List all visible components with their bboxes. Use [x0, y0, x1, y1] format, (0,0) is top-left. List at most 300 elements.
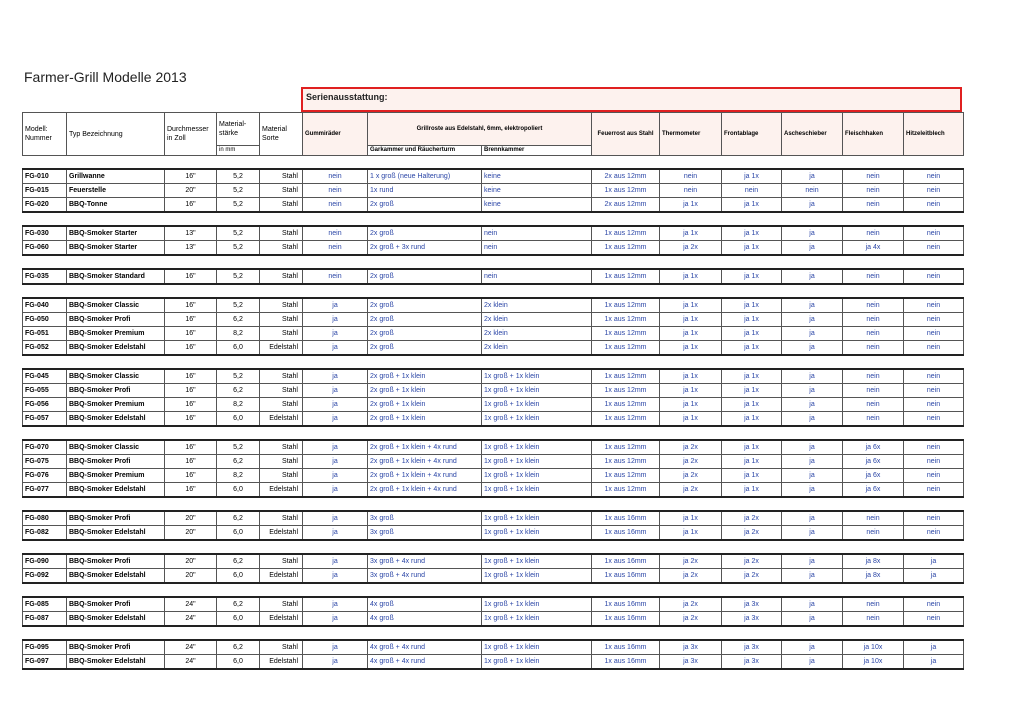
header-thermometer: Thermometer [660, 113, 722, 156]
cell-feuerrost: 1x aus 16mm [592, 612, 660, 627]
cell-frontablage: ja 1x [722, 455, 782, 469]
cell-typ: BBQ-Smoker Profi [67, 455, 165, 469]
cell-sorte: Stahl [260, 298, 303, 313]
cell-feuerrost: 1x aus 12mm [592, 298, 660, 313]
cell-gummiraeder: nein [303, 226, 368, 241]
page-title: Farmer-Grill Modelle 2013 [24, 69, 187, 85]
cell-feuerrost: 1x aus 12mm [592, 369, 660, 384]
table-row [23, 241, 964, 256]
header-grillroste: Grillroste aus Edelstahl, 6mm, elektropoliert [368, 113, 592, 146]
cell-thermometer: ja 2x [660, 469, 722, 483]
cell-frontablage: ja 1x [722, 369, 782, 384]
cell-modell: FG-051 [23, 327, 67, 341]
table-row [23, 169, 964, 184]
cell-hitzeleitblech: nein [904, 597, 964, 612]
cell-durchmesser: 16" [165, 440, 217, 455]
cell-typ: BBQ-Smoker Starter [67, 241, 165, 256]
cell-garkammer: 2x groß + 1x klein + 4x rund [368, 469, 482, 483]
cell-durchmesser: 24" [165, 597, 217, 612]
cell-frontablage: ja 1x [722, 298, 782, 313]
cell-sorte: Stahl [260, 241, 303, 256]
cell-garkammer: 3x groß + 4x rund [368, 569, 482, 584]
cell-typ: BBQ-Smoker Standard [67, 269, 165, 284]
cell-thermometer: ja 1x [660, 313, 722, 327]
cell-sorte: Stahl [260, 597, 303, 612]
cell-hitzeleitblech: ja [904, 554, 964, 569]
cell-fleischhaken: nein [843, 369, 904, 384]
cell-hitzeleitblech: nein [904, 226, 964, 241]
cell-thermometer: ja 1x [660, 412, 722, 427]
cell-hitzeleitblech: nein [904, 198, 964, 213]
cell-brennkammer: 1x groß + 1x klein [482, 440, 592, 455]
group-spacer [23, 583, 964, 597]
cell-hitzeleitblech: nein [904, 440, 964, 455]
cell-gummiraeder: ja [303, 469, 368, 483]
cell-brennkammer: 1x groß + 1x klein [482, 398, 592, 412]
cell-thermometer: ja 2x [660, 612, 722, 627]
cell-modell: FG-045 [23, 369, 67, 384]
cell-frontablage: ja 1x [722, 169, 782, 184]
header-durchmesser: Durchmesser in Zoll [165, 113, 217, 156]
cell-fleischhaken: nein [843, 511, 904, 526]
cell-modell: FG-060 [23, 241, 67, 256]
header-row [23, 113, 964, 146]
spacer-cell [23, 426, 964, 440]
spacer-cell [23, 284, 964, 298]
cell-hitzeleitblech: nein [904, 327, 964, 341]
cell-ascheschieber: ja [782, 198, 843, 213]
group-spacer [23, 540, 964, 554]
header-materialsorte: Material Sorte [260, 113, 303, 156]
cell-fleischhaken: nein [843, 327, 904, 341]
cell-brennkammer: 1x groß + 1x klein [482, 455, 592, 469]
cell-hitzeleitblech: nein [904, 298, 964, 313]
table-row [23, 455, 964, 469]
cell-durchmesser: 20" [165, 569, 217, 584]
cell-fleischhaken: nein [843, 313, 904, 327]
cell-sorte: Stahl [260, 313, 303, 327]
cell-staerke: 6,2 [217, 455, 260, 469]
cell-gummiraeder: ja [303, 612, 368, 627]
table-row [23, 597, 964, 612]
cell-feuerrost: 1x aus 16mm [592, 554, 660, 569]
table-row [23, 640, 964, 655]
cell-fleischhaken: nein [843, 184, 904, 198]
cell-staerke: 6,0 [217, 341, 260, 356]
cell-frontablage: ja 2x [722, 554, 782, 569]
cell-fleischhaken: nein [843, 612, 904, 627]
cell-brennkammer: keine [482, 169, 592, 184]
cell-typ: BBQ-Smoker Edelstahl [67, 526, 165, 541]
cell-typ: BBQ-Smoker Premium [67, 469, 165, 483]
cell-durchmesser: 24" [165, 612, 217, 627]
cell-gummiraeder: ja [303, 369, 368, 384]
cell-brennkammer: nein [482, 226, 592, 241]
cell-sorte: Stahl [260, 269, 303, 284]
cell-sorte: Stahl [260, 554, 303, 569]
cell-feuerrost: 2x aus 12mm [592, 198, 660, 213]
cell-frontablage: ja 1x [722, 313, 782, 327]
cell-staerke: 5,2 [217, 241, 260, 256]
cell-staerke: 6,0 [217, 612, 260, 627]
table-row [23, 269, 964, 284]
serienausstattung-label: Serienausstattung: [306, 92, 388, 102]
group-spacer [23, 156, 964, 170]
cell-typ: BBQ-Smoker Edelstahl [67, 655, 165, 670]
cell-fleischhaken: nein [843, 384, 904, 398]
header-frontablage: Frontablage [722, 113, 782, 156]
cell-hitzeleitblech: nein [904, 612, 964, 627]
cell-staerke: 6,0 [217, 483, 260, 498]
cell-brennkammer: 1x groß + 1x klein [482, 511, 592, 526]
cell-ascheschieber: ja [782, 640, 843, 655]
cell-typ: BBQ-Smoker Premium [67, 327, 165, 341]
table-row [23, 198, 964, 213]
cell-durchmesser: 16" [165, 327, 217, 341]
cell-hitzeleitblech: nein [904, 169, 964, 184]
cell-gummiraeder: ja [303, 341, 368, 356]
cell-garkammer: 2x groß + 1x klein [368, 384, 482, 398]
cell-durchmesser: 16" [165, 313, 217, 327]
cell-staerke: 8,2 [217, 327, 260, 341]
cell-sorte: Edelstahl [260, 483, 303, 498]
table-row [23, 569, 964, 584]
cell-feuerrost: 1x aus 12mm [592, 384, 660, 398]
group-spacer [23, 626, 964, 640]
cell-modell: FG-090 [23, 554, 67, 569]
cell-frontablage: ja 2x [722, 526, 782, 541]
cell-frontablage: ja 1x [722, 398, 782, 412]
cell-garkammer: 3x groß [368, 526, 482, 541]
cell-thermometer: ja 1x [660, 398, 722, 412]
cell-modell: FG-070 [23, 440, 67, 455]
table-row [23, 655, 964, 670]
cell-brennkammer: 1x groß + 1x klein [482, 554, 592, 569]
cell-garkammer: 2x groß [368, 198, 482, 213]
cell-durchmesser: 16" [165, 369, 217, 384]
cell-staerke: 5,2 [217, 226, 260, 241]
table-row [23, 384, 964, 398]
cell-typ: BBQ-Smoker Classic [67, 440, 165, 455]
cell-thermometer: ja 1x [660, 369, 722, 384]
cell-fleischhaken: ja 10x [843, 640, 904, 655]
cell-ascheschieber: ja [782, 313, 843, 327]
cell-feuerrost: 1x aus 12mm [592, 398, 660, 412]
header-in-mm: in mm [217, 146, 260, 156]
cell-brennkammer: keine [482, 198, 592, 213]
cell-fleischhaken: ja 4x [843, 241, 904, 256]
cell-brennkammer: 1x groß + 1x klein [482, 526, 592, 541]
cell-staerke: 6,2 [217, 640, 260, 655]
cell-brennkammer: 2x klein [482, 298, 592, 313]
cell-ascheschieber: ja [782, 655, 843, 670]
cell-ascheschieber: ja [782, 511, 843, 526]
cell-garkammer: 2x groß + 1x klein [368, 398, 482, 412]
cell-typ: BBQ-Smoker Edelstahl [67, 483, 165, 498]
table-row [23, 554, 964, 569]
cell-thermometer: ja 3x [660, 640, 722, 655]
cell-modell: FG-035 [23, 269, 67, 284]
cell-staerke: 5,2 [217, 298, 260, 313]
cell-ascheschieber: ja [782, 483, 843, 498]
cell-sorte: Edelstahl [260, 569, 303, 584]
cell-thermometer: ja 1x [660, 226, 722, 241]
table-row [23, 369, 964, 384]
cell-feuerrost: 1x aus 12mm [592, 269, 660, 284]
cell-thermometer: ja 3x [660, 655, 722, 670]
cell-hitzeleitblech: nein [904, 455, 964, 469]
cell-staerke: 5,2 [217, 169, 260, 184]
spreadsheet [22, 112, 963, 670]
cell-durchmesser: 16" [165, 384, 217, 398]
cell-feuerrost: 1x aus 12mm [592, 226, 660, 241]
cell-brennkammer: 1x groß + 1x klein [482, 655, 592, 670]
cell-durchmesser: 16" [165, 412, 217, 427]
cell-modell: FG-075 [23, 455, 67, 469]
cell-brennkammer: nein [482, 269, 592, 284]
table-row [23, 526, 964, 541]
cell-modell: FG-057 [23, 412, 67, 427]
cell-thermometer: ja 1x [660, 269, 722, 284]
cell-brennkammer: 1x groß + 1x klein [482, 483, 592, 498]
cell-brennkammer: nein [482, 241, 592, 256]
cell-modell: FG-010 [23, 169, 67, 184]
table-row [23, 313, 964, 327]
cell-sorte: Stahl [260, 184, 303, 198]
spacer-cell [23, 626, 964, 640]
cell-hitzeleitblech: nein [904, 269, 964, 284]
cell-hitzeleitblech: ja [904, 655, 964, 670]
cell-gummiraeder: ja [303, 384, 368, 398]
cell-brennkammer: 1x groß + 1x klein [482, 640, 592, 655]
cell-feuerrost: 1x aus 12mm [592, 483, 660, 498]
cell-thermometer: ja 2x [660, 569, 722, 584]
cell-frontablage: ja 1x [722, 412, 782, 427]
cell-durchmesser: 16" [165, 469, 217, 483]
cell-staerke: 8,2 [217, 469, 260, 483]
cell-hitzeleitblech: nein [904, 241, 964, 256]
cell-feuerrost: 1x aus 12mm [592, 412, 660, 427]
cell-garkammer: 2x groß [368, 226, 482, 241]
table-row [23, 398, 964, 412]
cell-frontablage: ja 2x [722, 511, 782, 526]
cell-ascheschieber: ja [782, 369, 843, 384]
cell-thermometer: ja 1x [660, 298, 722, 313]
cell-typ: Grillwanne [67, 169, 165, 184]
cell-typ: BBQ-Smoker Profi [67, 597, 165, 612]
cell-garkammer: 2x groß + 1x klein + 4x rund [368, 483, 482, 498]
spacer-cell [23, 355, 964, 369]
cell-garkammer: 2x groß + 1x klein + 4x rund [368, 440, 482, 455]
cell-fleischhaken: nein [843, 269, 904, 284]
cell-staerke: 6,2 [217, 511, 260, 526]
cell-typ: BBQ-Smoker Edelstahl [67, 612, 165, 627]
cell-sorte: Edelstahl [260, 412, 303, 427]
cell-durchmesser: 16" [165, 398, 217, 412]
cell-brennkammer: 1x groß + 1x klein [482, 597, 592, 612]
cell-typ: BBQ-Smoker Profi [67, 554, 165, 569]
group-spacer [23, 284, 964, 298]
table-row [23, 341, 964, 356]
cell-ascheschieber: ja [782, 455, 843, 469]
cell-ascheschieber: nein [782, 184, 843, 198]
group-spacer [23, 497, 964, 511]
cell-staerke: 5,2 [217, 369, 260, 384]
cell-modell: FG-052 [23, 341, 67, 356]
cell-feuerrost: 1x aus 12mm [592, 241, 660, 256]
cell-thermometer: ja 1x [660, 384, 722, 398]
cell-modell: FG-030 [23, 226, 67, 241]
cell-feuerrost: 2x aus 12mm [592, 169, 660, 184]
cell-fleischhaken: ja 6x [843, 440, 904, 455]
cell-garkammer: 2x groß + 1x klein [368, 369, 482, 384]
cell-sorte: Edelstahl [260, 612, 303, 627]
spacer-cell [23, 497, 964, 511]
cell-ascheschieber: ja [782, 440, 843, 455]
cell-hitzeleitblech: nein [904, 398, 964, 412]
cell-staerke: 6,0 [217, 412, 260, 427]
spacer-cell [23, 540, 964, 554]
table-row [23, 440, 964, 455]
cell-modell: FG-082 [23, 526, 67, 541]
cell-gummiraeder: nein [303, 241, 368, 256]
cell-fleischhaken: ja 6x [843, 455, 904, 469]
cell-staerke: 6,2 [217, 384, 260, 398]
cell-ascheschieber: ja [782, 597, 843, 612]
cell-frontablage: ja 1x [722, 241, 782, 256]
cell-garkammer: 4x groß + 4x rund [368, 640, 482, 655]
cell-garkammer: 2x groß [368, 313, 482, 327]
cell-feuerrost: 1x aus 12mm [592, 313, 660, 327]
cell-staerke: 5,2 [217, 440, 260, 455]
cell-gummiraeder: ja [303, 569, 368, 584]
cell-modell: FG-097 [23, 655, 67, 670]
cell-thermometer: ja 2x [660, 440, 722, 455]
cell-gummiraeder: ja [303, 298, 368, 313]
spacer-cell [23, 156, 964, 170]
cell-gummiraeder: ja [303, 597, 368, 612]
cell-feuerrost: 1x aus 16mm [592, 640, 660, 655]
spacer-cell [23, 212, 964, 226]
cell-hitzeleitblech: nein [904, 384, 964, 398]
cell-brennkammer: 2x klein [482, 327, 592, 341]
cell-frontablage: ja 2x [722, 569, 782, 584]
cell-typ: BBQ-Smoker Edelstahl [67, 412, 165, 427]
header-brennkammer: Brennkammer [482, 146, 592, 156]
cell-gummiraeder: ja [303, 440, 368, 455]
cell-modell: FG-092 [23, 569, 67, 584]
cell-gummiraeder: ja [303, 483, 368, 498]
header-modell: Modell: Nummer [23, 113, 67, 156]
spacer-cell [23, 583, 964, 597]
table-row [23, 412, 964, 427]
cell-staerke: 6,0 [217, 526, 260, 541]
cell-sorte: Stahl [260, 327, 303, 341]
cell-typ: BBQ-Smoker Premium [67, 398, 165, 412]
cell-garkammer: 2x groß + 3x rund [368, 241, 482, 256]
cell-modell: FG-020 [23, 198, 67, 213]
cell-fleischhaken: nein [843, 597, 904, 612]
cell-thermometer: nein [660, 169, 722, 184]
cell-fleischhaken: nein [843, 398, 904, 412]
cell-hitzeleitblech: ja [904, 640, 964, 655]
cell-staerke: 6,0 [217, 569, 260, 584]
cell-brennkammer: 1x groß + 1x klein [482, 412, 592, 427]
cell-fleischhaken: ja 10x [843, 655, 904, 670]
cell-modell: FG-055 [23, 384, 67, 398]
cell-garkammer: 3x groß + 4x rund [368, 554, 482, 569]
cell-brennkammer: 1x groß + 1x klein [482, 369, 592, 384]
cell-modell: FG-080 [23, 511, 67, 526]
cell-fleischhaken: nein [843, 341, 904, 356]
cell-sorte: Edelstahl [260, 655, 303, 670]
cell-typ: BBQ-Smoker Edelstahl [67, 569, 165, 584]
cell-modell: FG-087 [23, 612, 67, 627]
cell-ascheschieber: ja [782, 327, 843, 341]
header-fleischhaken: Fleischhaken [843, 113, 904, 156]
cell-typ: BBQ-Smoker Profi [67, 640, 165, 655]
table-row [23, 469, 964, 483]
cell-modell: FG-015 [23, 184, 67, 198]
table-row [23, 483, 964, 498]
cell-fleischhaken: nein [843, 298, 904, 313]
cell-sorte: Stahl [260, 640, 303, 655]
cell-typ: BBQ-Smoker Profi [67, 511, 165, 526]
cell-brennkammer: keine [482, 184, 592, 198]
cell-garkammer: 1 x groß (neue Halterung) [368, 169, 482, 184]
cell-feuerrost: 1x aus 12mm [592, 455, 660, 469]
cell-feuerrost: 1x aus 12mm [592, 327, 660, 341]
group-spacer [23, 355, 964, 369]
cell-brennkammer: 1x groß + 1x klein [482, 569, 592, 584]
cell-thermometer: ja 2x [660, 241, 722, 256]
cell-durchmesser: 16" [165, 455, 217, 469]
cell-feuerrost: 1x aus 16mm [592, 655, 660, 670]
cell-feuerrost: 1x aus 16mm [592, 511, 660, 526]
cell-typ: BBQ-Tonne [67, 198, 165, 213]
cell-feuerrost: 1x aus 12mm [592, 440, 660, 455]
cell-frontablage: ja 3x [722, 655, 782, 670]
cell-fleischhaken: ja 8x [843, 569, 904, 584]
cell-frontablage: ja 1x [722, 226, 782, 241]
cell-gummiraeder: ja [303, 655, 368, 670]
cell-garkammer: 2x groß [368, 269, 482, 284]
cell-frontablage: nein [722, 184, 782, 198]
cell-frontablage: ja 3x [722, 612, 782, 627]
cell-durchmesser: 20" [165, 184, 217, 198]
cell-sorte: Stahl [260, 169, 303, 184]
header-garkammer: Garkammer und Räucherturm [368, 146, 482, 156]
group-spacer [23, 212, 964, 226]
cell-ascheschieber: ja [782, 612, 843, 627]
cell-durchmesser: 16" [165, 341, 217, 356]
cell-thermometer: nein [660, 184, 722, 198]
cell-thermometer: ja 1x [660, 341, 722, 356]
cell-staerke: 5,2 [217, 184, 260, 198]
cell-garkammer: 1x rund [368, 184, 482, 198]
cell-durchmesser: 16" [165, 198, 217, 213]
cell-fleischhaken: ja 8x [843, 554, 904, 569]
cell-ascheschieber: ja [782, 226, 843, 241]
cell-modell: FG-076 [23, 469, 67, 483]
cell-ascheschieber: ja [782, 269, 843, 284]
cell-hitzeleitblech: nein [904, 341, 964, 356]
cell-durchmesser: 13" [165, 226, 217, 241]
cell-durchmesser: 16" [165, 169, 217, 184]
cell-feuerrost: 1x aus 16mm [592, 597, 660, 612]
cell-hitzeleitblech: nein [904, 369, 964, 384]
cell-gummiraeder: nein [303, 269, 368, 284]
